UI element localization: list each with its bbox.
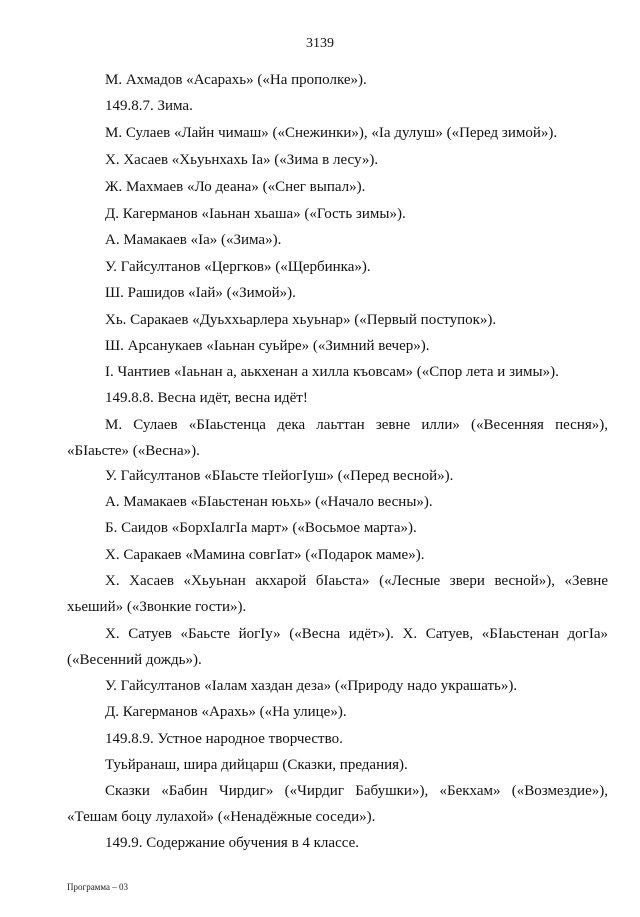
text-line: М. Сулаев «Лайн чимаш» («Снежинки»), «Iа дулуш» («Перед зимой»). — [105, 125, 558, 141]
text-line: хьеший» («Звонкие гости»). — [67, 599, 247, 615]
page-number: 3139 — [306, 36, 334, 51]
text-line: Хь. Саракаев «Дуьххьарлера хьуьнар» («Первый поступок»). — [105, 312, 497, 328]
footer-text: Программа – 03 — [67, 882, 129, 892]
text-line: М. Ахмадов «Асарахь» («На прополке»). — [105, 72, 367, 88]
text-line: Х. Сатуев «Баьсте йогIу» («Весна идёт»). Х. Сатуев, «БIаьстенан догIа» — [105, 626, 608, 642]
text-line: У. Гайсултанов «БIаьсте тIейогIуш» («Перед весной»). — [105, 468, 454, 484]
text-line: «БIаьсте» («Весна»). — [67, 443, 200, 459]
text-line: Ж. Махмаев «Ло деана» («Снег выпал»). — [105, 179, 366, 195]
section-heading: 149.8.8. Весна идёт, весна идёт! — [105, 390, 308, 406]
text-line: Ш. Арсанукаев «Iаьнан суьйре» («Зимний вечер»). — [105, 338, 430, 354]
text-line: У. Гайсултанов «Iалам хаздан деза» («Природу надо украшать»). — [105, 678, 518, 694]
text-line: Д. Кагерманов «Iаьнан хьаша» («Гость зимы»). — [105, 206, 406, 222]
section-heading: 149.8.9. Устное народное творчество. — [105, 731, 343, 747]
text-line: Х. Саракаев «Мамина совгIат» («Подарок маме»). — [105, 547, 425, 563]
text-line: Х. Хасаев «Хьуьнхахь Iа» («Зима в лесу»). — [105, 152, 379, 168]
text-line: «Тешам боцу лулахой» («Ненадёжные соседи»). — [67, 809, 376, 825]
text-line: Х. Хасаев «Хьуьнан акхарой бIаьста» («Лесные звери весной»), «Зевне — [105, 573, 608, 589]
text-line: М. Сулаев «БIаьстенца дека лаьттан зевне илли» («Весенняя песня»), — [105, 417, 608, 433]
text-line: Туьйранаш, шира дийцарш (Сказки, предания). — [105, 757, 408, 773]
text-line: А. Мамакаев «Iа» («Зима»). — [105, 232, 282, 248]
text-line: («Весенний дождь»). — [67, 652, 202, 668]
text-line: Ш. Рашидов «Iай» («Зимой»). — [105, 285, 296, 301]
section-heading: 149.9. Содержание обучения в 4 классе. — [105, 835, 359, 851]
text-line: А. Мамакаев «БIаьстенан юьхь» («Начало весны»). — [105, 494, 433, 510]
text-line: У. Гайсултанов «Цергков» («Щербинка»). — [105, 259, 371, 275]
text-line: Д. Кагерманов «Арахь» («На улице»). — [105, 704, 347, 720]
section-heading: 149.8.7. Зима. — [105, 98, 193, 114]
text-line: I. Чантиев «Iаьнан а, аькхенан а хилла къовсам» («Спор лета и зимы»). — [105, 364, 559, 380]
text-line: Сказки «Бабин Чирдиг» («Чирдиг Бабушки»), «Бекхам» («Возмездие»), — [105, 783, 608, 799]
text-line: Б. Саидов «БорхIалгIа март» («Восьмое марта»). — [105, 520, 417, 536]
